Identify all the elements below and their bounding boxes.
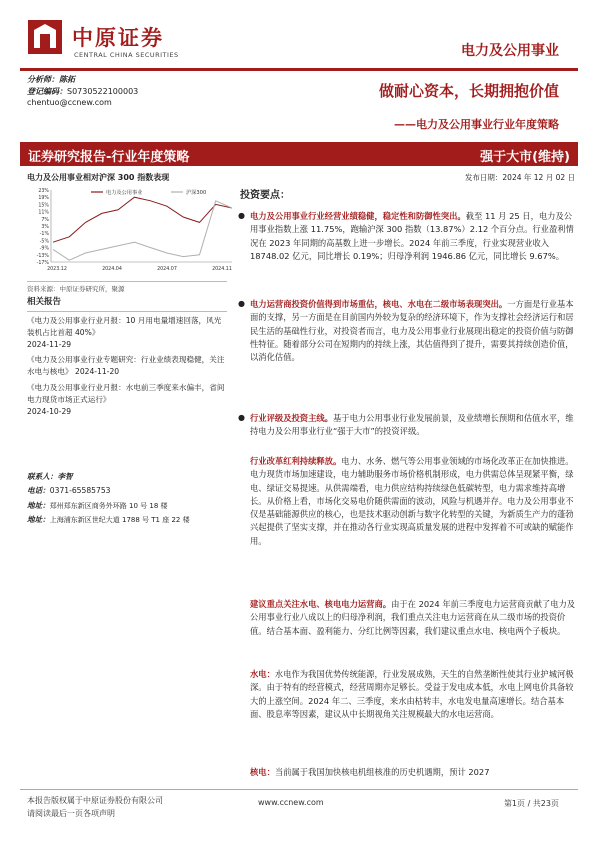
performance-chart [27, 184, 232, 276]
footer-website[interactable]: www.ccnew.com [258, 798, 324, 807]
logo-icon [28, 20, 62, 54]
contact-address-2: 地址：上海浦东新区世纪大道 1788 号 T1 座 22 楼 [27, 515, 190, 525]
bullet-icon: ● [238, 299, 245, 308]
footer-copyright: 本报告版权属于中原证券股份有限公司 [27, 796, 163, 805]
key-point-7: 核电：当前属于我国加快核电机组核准的历史机遇期，预计 2027 [250, 767, 490, 777]
legend-label: 电力及公用事业 [106, 190, 143, 196]
contact-block [27, 470, 227, 528]
publish-date: 发布日期：2024 年 12 月 02 日 [464, 173, 575, 182]
related-divider [27, 311, 227, 312]
y-tick-label: -5% [39, 239, 49, 245]
chart-title: 电力及公用事业相对沪深 300 指数表现 [27, 173, 170, 182]
y-tick-label: 3% [41, 225, 49, 230]
legend-label: 沪深300 [186, 190, 207, 196]
bullet-icon: ● [238, 211, 245, 220]
y-tick-label: -1% [39, 232, 49, 238]
report-banner [20, 142, 578, 166]
y-tick-label: -17% [36, 261, 49, 266]
y-tick-label: -13% [36, 253, 49, 259]
analyst-email[interactable]: chentuo@ccnew.com [27, 98, 112, 107]
report-type: 证券研究报告-行业年度策略 [28, 150, 190, 165]
key-point-2: ● 电力运营商投资价值得到市场重估，核电、水电在二级市场表现突出。一方面是行业基本面的支撑，另一方面是在目前国内外较为复杂的经济环境下，作为支撑社会经济运行和居民生活的基础性行业，对投资者而言，电力及公用事业行业展现出稳定的投资价值与防御性特征。随着部分公司在短期内的持续上涨，其估值得到了提升，需要其持续创造价值，以消化估值。 [238, 299, 574, 363]
analyst-name: 分析师：陈拓 [27, 75, 75, 84]
chart-divider [27, 281, 227, 282]
footer-divider [20, 789, 578, 790]
contact-phone: 电话：0371-65585753 [27, 486, 111, 496]
related-reports [27, 296, 227, 417]
chart-source: 资料来源：中原证券研究所，聚源 [27, 285, 125, 293]
header-divider [20, 68, 578, 71]
x-tick-label: 2024.07 [157, 267, 177, 272]
key-point-3: ● 行业评级及投资主线。基于电力公用事业行业发展前景，及业绩增长预期和估值水平，维持电力及公用事业行业“强于大市”的投资评级。 [238, 413, 574, 437]
y-tick-label: 7% [41, 217, 49, 223]
bullet-icon: ● [238, 413, 245, 422]
x-tick-label: 2024.04 [102, 267, 122, 272]
key-point-5: 建议重点关注水电、核电电力运营商。由于在 2024 年前三季度电力运营商贡献了电力及公用事业行业八成以上的归母净利润，我们重点关注电力运营商在从二级市场的投资价值。结合基本面、盈利能力、分红比例等因素，我们建议重点水电、核电两个子板块。 [250, 599, 576, 636]
y-tick-label: 15% [38, 203, 49, 209]
x-tick-label: 2024.11 [212, 267, 232, 272]
y-tick-label: 19% [38, 196, 49, 202]
key-point-4: 行业改革红利持续释放。电力、水务、燃气等公用事业领域的市场化改革正在加快推进。电力现货市场加速建设，电力辅助服务市场价格机制形成，电力供需总体呈现紧平衡，绿电、绿证交易提速。从供需端看，电力供应结构持续绿色低碳转型，电力需求维持高增长。从价格上看，市场化交易电价随供需面的波动，风险与机遇并存。电力及公用事业不仅是基础能源供应的核心，也是技术驱动创新与数字化转型的关键，为新质生产力的蓬勃兴起提供了坚实支撑，并在推动各行业实现高质量发展的进程中发挥着不可或缺的赋能作用。 [250, 456, 574, 546]
footer-page: 第1页 / 共23页 [503, 799, 559, 808]
contact-person: 联系人：李智 [27, 472, 73, 481]
analyst-reg: 登记编码：S0730522100003 [27, 87, 139, 96]
y-tick-label: 11% [38, 210, 49, 216]
key-point-6: 水电：水电作为我国优势传统能源，行业发展成熟，天生的自然垄断性使其行业护城河极深。由于特有的经营模式，经营周期亦足够长。受益于发电成本低，水电上网电价具备较大的上涨空间。2024 年二、三季度，来水由枯转丰，水电发电量高速增长。结合基本面、股息率等因素，建议从中长期视角关注规模最大的水电运营商。 [250, 669, 574, 719]
report-title: 做耐心资本，长期拥抱价值 [378, 82, 559, 100]
related-title: 相关报告 [27, 297, 62, 307]
logo-text: 中原证券 [72, 26, 164, 50]
key-point-1: ● 电力及公用事业行业经营业绩稳健，稳定性和防御性突出。截至 11 月 25 日，电力及公用事业指数上涨 11.75%，跑输沪深 300 指数（13.87%）2.12 个百分点。行业盈利情况在 2023 年同期的高基数上进一步增长。2024 年前三季度，行业实现营业收入 18748.02 亿元，同比增长 0.19%；归母净利润 1946.86 亿元，同比增长 9.67%。 [238, 211, 574, 261]
related-item[interactable]: 《电力及公用事业行业月报：10 月用电量增速回落，风光装机占比首超 40%》 2024-11-29 [27, 316, 222, 349]
x-tick-label: 2023.12 [47, 267, 67, 272]
logo-english: CENTRAL CHINA SECURITIES [74, 51, 179, 59]
sector-label: 电力及公用事业 [461, 43, 559, 59]
report-subtitle: ——电力及公用事业行业年度策略 [394, 118, 559, 131]
related-item[interactable]: 《电力及公用事业行业月报：水电前三季度来水偏丰，省间电力现货市场正式运行》 2024-10-29 [27, 383, 225, 416]
series-line [53, 201, 232, 260]
contact-address-1: 地址：郑州郑东新区商务外环路 10 号 18 楼 [27, 500, 168, 510]
y-tick-label: 23% [38, 189, 49, 194]
footer-disclaimer[interactable]: 请阅读最后一页各项声明 [27, 809, 115, 818]
key-points-title: 投资要点： [240, 190, 290, 201]
y-tick-label: -9% [39, 246, 49, 252]
related-item[interactable]: 《电力及公用事业行业专题研究：行业业绩表现稳健，关注水电与核电》 2024-11-20 [27, 355, 225, 377]
rating: 强于大市(维持) [480, 150, 570, 165]
